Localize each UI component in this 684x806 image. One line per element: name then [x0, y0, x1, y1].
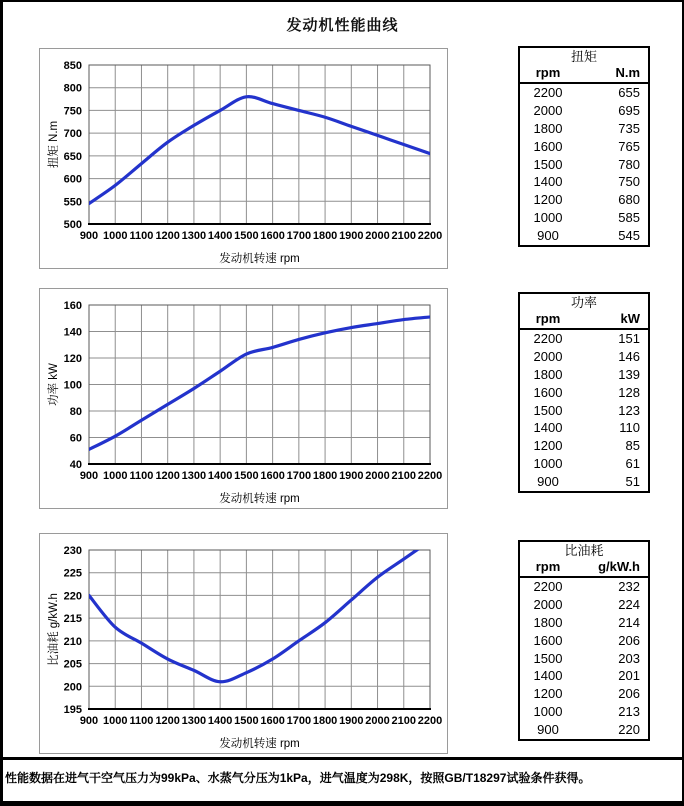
- table-row: [520, 173, 648, 191]
- x-tick-label: 1500: [234, 715, 259, 727]
- power-curve-svg: [40, 289, 447, 508]
- x-axis-title: 发动机转速 rpm: [219, 493, 300, 505]
- table-row: [520, 473, 648, 491]
- x-tick-label: 2100: [391, 230, 417, 242]
- y-axis-title: 比油耗 g/kW.h: [48, 593, 60, 666]
- x-tick-label: 1500: [234, 230, 259, 242]
- rpm-cell: 1000: [533, 210, 563, 226]
- x-tick-label: 1900: [339, 715, 364, 727]
- power-table: [518, 292, 650, 493]
- x-tick-label: 2000: [365, 715, 390, 727]
- plot-border: [89, 550, 430, 709]
- x-axis-title: 发动机转速 rpm: [219, 738, 300, 750]
- fuel-consumption-chart: [39, 533, 448, 754]
- column-header-rpm: rpm: [535, 559, 561, 574]
- table-row: [520, 84, 648, 102]
- rpm-cell: 1400: [533, 174, 563, 190]
- x-tick-label: 2100: [391, 715, 417, 727]
- rpm-cell: 900: [537, 228, 559, 244]
- table-row: [520, 227, 648, 245]
- value-cell: 123: [618, 402, 640, 418]
- x-tick-label: 2100: [391, 470, 417, 482]
- table-row: [520, 437, 648, 455]
- table-row: [520, 632, 648, 650]
- table-row: [520, 578, 648, 596]
- value-cell: 61: [625, 456, 640, 472]
- y-tick-label: 60: [69, 432, 82, 445]
- torque-curve: [89, 97, 430, 204]
- table-row: [520, 138, 648, 156]
- x-tick-label: 1100: [129, 470, 154, 482]
- x-tick-label: 1000: [102, 230, 128, 242]
- rpm-cell: 1400: [533, 420, 563, 436]
- rpm-cell: 2000: [533, 596, 563, 612]
- y-axis-title: 功率 kW: [48, 363, 60, 406]
- table-row: [520, 156, 648, 174]
- x-tick-label: 1700: [286, 715, 312, 727]
- value-cell: 139: [618, 366, 640, 382]
- fuel-consumption-curve: [89, 541, 430, 682]
- rpm-cell: 900: [537, 722, 559, 738]
- fuel-consumption-table: [518, 540, 650, 741]
- y-tick-label: 140: [63, 326, 82, 339]
- table-title: 功率: [570, 295, 597, 310]
- x-tick-label: 1300: [181, 470, 207, 482]
- x-tick-label: 1400: [207, 230, 233, 242]
- rpm-cell: 1500: [533, 650, 563, 666]
- y-tick-label: 225: [63, 567, 82, 580]
- table-row: [520, 191, 648, 209]
- table-row: [520, 614, 648, 632]
- rpm-cell: 1500: [533, 402, 563, 418]
- y-tick-label: 650: [63, 150, 82, 163]
- value-cell: 201: [618, 668, 640, 684]
- table-row: [520, 596, 648, 614]
- power-chart: [39, 288, 448, 509]
- value-cell: 224: [618, 596, 640, 612]
- x-tick-label: 2000: [365, 230, 390, 242]
- x-tick-label: 2000: [365, 470, 390, 482]
- rpm-cell: 2000: [533, 348, 563, 364]
- y-tick-label: 160: [63, 300, 82, 312]
- rpm-cell: 1400: [533, 668, 563, 684]
- torque-table: [518, 46, 650, 247]
- rpm-cell: 1200: [533, 438, 563, 454]
- table-row: [520, 120, 648, 138]
- y-tick-label: 500: [63, 219, 82, 231]
- y-tick-label: 800: [63, 82, 82, 95]
- y-tick-label: 100: [63, 379, 82, 392]
- x-tick-label: 1200: [155, 715, 180, 727]
- y-tick-label: 220: [63, 590, 82, 603]
- value-cell: 735: [618, 120, 640, 136]
- column-header-unit: kW: [620, 311, 640, 326]
- value-cell: 655: [618, 85, 640, 100]
- value-cell: 206: [618, 686, 640, 702]
- y-tick-label: 80: [69, 406, 82, 418]
- rpm-cell: 2000: [533, 102, 563, 118]
- x-tick-label: 1200: [155, 230, 180, 242]
- value-cell: 151: [618, 331, 640, 346]
- rpm-cell: 900: [537, 474, 559, 490]
- x-tick-label: 1800: [312, 230, 338, 242]
- x-tick-label: 1900: [339, 230, 364, 242]
- y-tick-label: 700: [63, 128, 82, 141]
- rpm-cell: 2200: [533, 331, 563, 346]
- x-tick-label: 1500: [234, 470, 259, 482]
- y-tick-label: 600: [63, 173, 82, 186]
- x-tick-label: 1400: [207, 470, 233, 482]
- table-header-row: [520, 65, 648, 84]
- value-cell: 750: [618, 174, 640, 190]
- x-tick-label: 1800: [312, 470, 338, 482]
- table-row: [520, 721, 648, 739]
- rpm-cell: 1600: [533, 632, 563, 648]
- table-row: [520, 685, 648, 703]
- x-tick-label: 1100: [129, 715, 154, 727]
- table-row: [520, 419, 648, 437]
- y-tick-label: 850: [63, 60, 82, 72]
- x-axis-title: 发动机转速 rpm: [219, 253, 300, 265]
- y-tick-label: 195: [63, 704, 82, 716]
- table-row: [520, 209, 648, 227]
- x-tick-label: 1200: [155, 470, 180, 482]
- value-cell: 146: [618, 348, 640, 364]
- x-tick-label: 1600: [260, 715, 285, 727]
- x-tick-label: 1000: [102, 470, 128, 482]
- y-tick-label: 750: [63, 105, 82, 118]
- value-cell: 128: [618, 384, 640, 400]
- footnote-divider: [3, 757, 682, 760]
- rpm-cell: 2200: [533, 85, 563, 100]
- x-tick-label: 2200: [417, 470, 443, 482]
- value-cell: 85: [625, 438, 640, 454]
- x-tick-label: 1700: [286, 230, 312, 242]
- y-tick-label: 205: [63, 658, 82, 671]
- x-tick-label: 1600: [260, 470, 285, 482]
- x-tick-label: 900: [79, 715, 99, 727]
- x-tick-label: 1400: [207, 715, 233, 727]
- column-header-unit: N.m: [615, 65, 640, 80]
- rpm-cell: 1000: [533, 704, 563, 720]
- y-tick-label: 210: [63, 635, 82, 648]
- value-cell: 765: [618, 138, 640, 154]
- rpm-cell: 2200: [533, 579, 563, 594]
- y-tick-label: 215: [63, 613, 82, 626]
- x-tick-label: 1900: [339, 470, 364, 482]
- table-row: [520, 366, 648, 384]
- rpm-cell: 1500: [533, 156, 563, 172]
- rpm-cell: 1000: [533, 456, 563, 472]
- value-cell: 220: [618, 722, 640, 738]
- x-tick-label: 1600: [260, 230, 285, 242]
- table-row: [520, 330, 648, 348]
- table-header-row: [520, 311, 648, 330]
- table-row: [520, 348, 648, 366]
- y-tick-label: 40: [69, 459, 82, 471]
- value-cell: 51: [625, 474, 640, 490]
- value-cell: 545: [618, 228, 640, 244]
- table-row: [520, 650, 648, 668]
- table-row: [520, 667, 648, 685]
- column-header-rpm: rpm: [535, 65, 561, 80]
- table-row: [520, 703, 648, 721]
- y-tick-label: 200: [63, 681, 82, 694]
- rpm-cell: 1200: [533, 686, 563, 702]
- y-tick-label: 550: [63, 196, 82, 209]
- page-title: 发动机性能曲线: [286, 17, 399, 34]
- plot-border: [89, 65, 430, 224]
- x-tick-label: 900: [79, 230, 99, 242]
- value-cell: 206: [618, 632, 640, 648]
- x-tick-label: 1000: [102, 715, 128, 727]
- value-cell: 232: [618, 579, 640, 594]
- table-row: [520, 402, 648, 420]
- value-cell: 213: [618, 704, 640, 720]
- fuel-consumption-curve-svg: [40, 534, 447, 753]
- value-cell: 680: [618, 192, 640, 208]
- table-row: [520, 102, 648, 120]
- table-header-row: [520, 559, 648, 578]
- value-cell: 585: [618, 210, 640, 226]
- x-tick-label: 1100: [129, 230, 154, 242]
- x-tick-label: 2200: [417, 715, 443, 727]
- x-tick-label: 2200: [417, 230, 443, 242]
- table-title: 扭矩: [570, 49, 597, 64]
- rpm-cell: 1800: [533, 120, 563, 136]
- column-header-rpm: rpm: [535, 311, 561, 326]
- rpm-cell: 1200: [533, 192, 563, 208]
- value-cell: 695: [618, 102, 640, 118]
- value-cell: 110: [619, 420, 640, 436]
- torque-chart: [39, 48, 448, 269]
- rpm-cell: 1600: [533, 138, 563, 154]
- torque-curve-svg: [40, 49, 447, 268]
- rpm-cell: 1800: [533, 614, 563, 630]
- table-title: 比油耗: [564, 543, 604, 558]
- column-header-unit: g/kW.h: [598, 559, 640, 574]
- y-tick-label: 120: [63, 353, 82, 365]
- table-row: [520, 384, 648, 402]
- rpm-cell: 1800: [533, 366, 563, 382]
- value-cell: 214: [618, 614, 640, 630]
- x-tick-label: 1700: [286, 470, 312, 482]
- table-row: [520, 455, 648, 473]
- x-tick-label: 1300: [181, 230, 207, 242]
- x-tick-label: 900: [79, 470, 99, 482]
- y-axis-title: 扭矩 N.m: [48, 120, 60, 169]
- x-tick-label: 1300: [181, 715, 207, 727]
- x-tick-label: 1800: [312, 715, 338, 727]
- y-tick-label: 230: [63, 545, 82, 557]
- value-cell: 203: [618, 650, 640, 666]
- power-curve: [89, 317, 430, 450]
- rpm-cell: 1600: [533, 384, 563, 400]
- footnote-text: 性能数据在进气干空气压力为99kPa、水蒸气分压为1kPa，进气温度为298K，按照GB/T18297试验条件获得。: [5, 771, 591, 785]
- value-cell: 780: [618, 156, 640, 172]
